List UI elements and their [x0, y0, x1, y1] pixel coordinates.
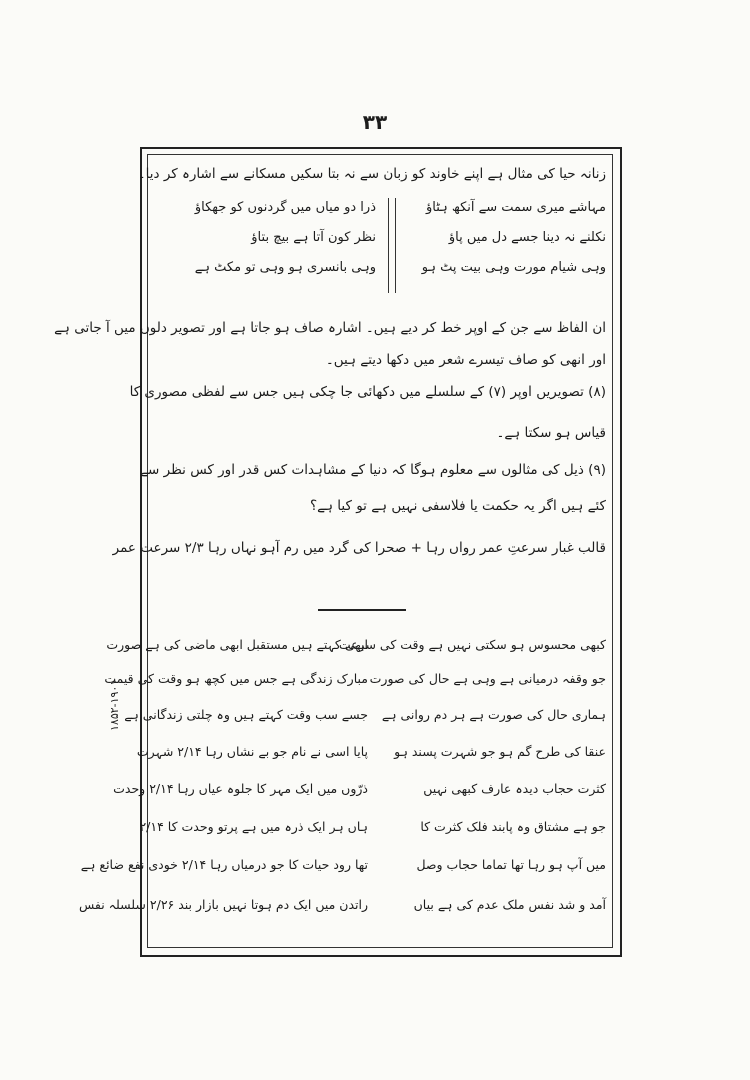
paragraph-line-4: قیاس ہو سکتا ہے۔ — [496, 425, 606, 441]
couplet-7-right: میں آپ ہو رہا تھا تماما حجاب وصل — [416, 857, 606, 872]
margin-note: ۱۸۵۲-۱۹۰۱ — [108, 680, 121, 732]
paragraph-line-6: کئے ہیں اگر یہ حکمت یا فلاسفی نہیں ہے تو کیا ہے؟ — [310, 498, 606, 514]
couplet-8-left: راتدن میں ایک دم ہوتا نہیں بازار بند ۲/۲۶ سلسلہ نفس — [78, 897, 368, 912]
couplet-4-left: پایا اسی نے نام جو بے نشاں رہا ۲/۱۴ شہرت — [136, 744, 368, 759]
paragraph-line-2: اور انھی کو صاف تیسرے شعر میں دکھا دیتے ہیں۔ — [325, 352, 606, 368]
couplet-2-left: مبارک زندگی ہے جس میں کچھ ہو وقت کی قیمت — [104, 671, 368, 686]
verse-left-3: وہی بانسری ہو وہی تو مکٹ ہے — [194, 260, 376, 275]
section-divider — [318, 609, 406, 611]
paragraph-line-1: ان الفاظ سے جن کے اوپر خط کر دیے ہیں۔ اشارہ صاف ہو جاتا ہے اور تصویر دلوں میں آ جاتی ہے — [54, 320, 606, 336]
verse-right-1: مہاشے میری سمت سے آنکھ ہٹاؤ — [425, 200, 606, 215]
couplet-6-right: جو ہے مشتاق وہ پابند فلک کثرت کا — [420, 819, 606, 834]
couplet-2-right: جو وقفہ درمیانی ہے وہی ہے حال کی صورت — [369, 671, 606, 686]
paragraph-line-3: (۸) تصویریں اوپر (۷) کے سلسلے میں دکھائی جا چکی ہیں جس سے لفظی مصوری کا — [129, 384, 606, 400]
verse-left-1: ذرا دو میاں میں گردنوں کو جھکاؤ — [194, 200, 376, 215]
paragraph-line-5: (۹) ذیل کی مثالوں سے معلوم ہوگا کہ دنیا کے مشاہدات کس قدر اور کس نظر سے — [140, 462, 606, 478]
couplet-3-right: ہماری حال کی صورت ہے ہر دم روانی ہے — [381, 707, 606, 722]
couplet-3-left: جسے سب وقت کہتے ہیں وہ چلتی زندگانی ہے — [124, 707, 368, 722]
couplet-7-left: تھا رود حیات کا جو درمیاں رہا ۲/۱۴ خودی نفع ضائع ہے — [80, 857, 368, 872]
couplet-4-right: عنقا کی طرح گم ہو جو شہرت پسند ہو — [394, 744, 606, 759]
couplet-1-right: کبھی محسوس ہو سکتی نہیں ہے وقت کی سرعت — [338, 637, 606, 652]
couplet-6-left: ہاں ہر ایک ذرہ میں ہے پرتو وحدت کا ۲/۱۴ — [139, 819, 368, 834]
couplet-8-right: آمد و شد نفس ملک عدم کی ہے بیاں — [413, 897, 606, 912]
couplet-1-left: ابھی کہتے ہیں مستقبل ابھی ماضی کی ہے صورت — [106, 637, 368, 652]
intro-line: زنانہ حیا کی مثال ہے اپنے خاوند کو زبان سے نہ بتا سکیں مسکانے سے اشارہ کر دیا۔ — [137, 166, 606, 182]
verse-separator-right — [388, 198, 389, 293]
verse-right-3: وہی شیام مورت وہی بیت پٹ ہو — [421, 260, 606, 275]
verse-separator-left — [395, 198, 396, 293]
couplet-5-left: ذرّوں میں ایک مہر کا جلوہ عیاں رہا ۲/۱۴ وحدت — [113, 781, 368, 796]
paragraph-line-7: قالب غبار سرعتِ عمر رواں رہا + صحرا کی گرد میں رم آہو نہاں رہا ۲/۳ سرعت عمر — [112, 540, 606, 556]
couplet-5-right: کثرت حجاب دیدہ عارف کبھی نہیں — [423, 781, 606, 796]
page-number: ۳۳ — [362, 110, 388, 134]
verse-right-2: نکلنے نہ دینا جسے دل میں پاؤ — [448, 230, 606, 245]
verse-left-2: نظر کون آتا ہے بیچ بتاؤ — [251, 230, 376, 245]
